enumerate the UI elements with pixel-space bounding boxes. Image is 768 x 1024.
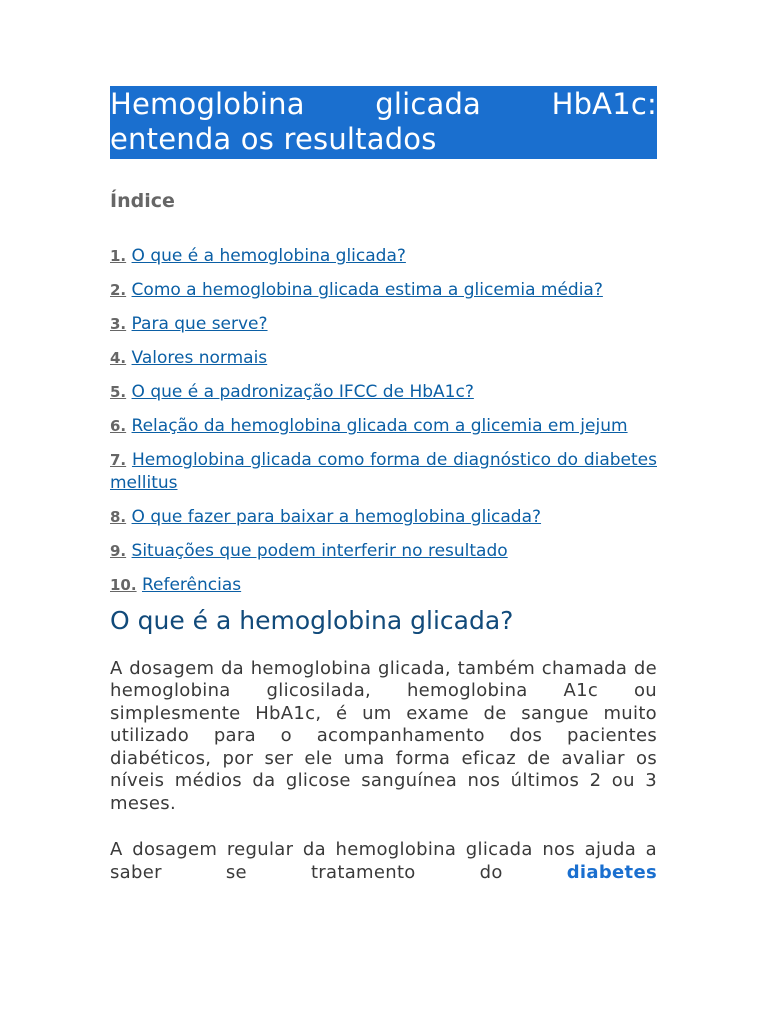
toc-item-7 [110,449,657,495]
toc-link[interactable]: Para que serve? [131,314,268,334]
toc-link[interactable]: Valores normais [131,348,268,368]
toc-link[interactable]: Situações que podem interferir no resultado [131,541,508,561]
toc-link[interactable]: Relação da hemoglobina glicada com a glicemia em jejum [131,416,628,436]
toc-item-10 [110,574,657,597]
table-of-contents [110,245,657,597]
toc-item-5 [110,381,657,404]
toc-link[interactable]: Como a hemoglobina glicada estima a glicemia média? [131,280,603,300]
section-title: O que é a hemoglobina glicada? [110,606,514,635]
intro-paragraph: A dosagem da hemoglobina glicada, também chamada de hemoglobina glicosilada, hemoglobina A1c ou simplesmente HbA1c, é um exame de sangue muito utilizado para o acompanhamento dos pacientes diabéticos, por ser ele uma forma eficaz de avaliar os níveis médios da glicose sanguínea nos últimos 2 ou 3 meses. [110,657,657,814]
toc-item-1 [110,245,657,268]
toc-number: 7. [110,451,127,469]
diabetes-link[interactable]: diabetes [566,861,657,883]
second-paragraph [110,839,657,884]
toc-number: 1. [110,247,127,265]
toc-link[interactable]: Referências [141,575,242,595]
toc-item-8 [110,506,657,529]
index-heading: Índice [110,190,175,212]
toc-number: 6. [110,417,127,435]
toc-number: 2. [110,281,127,299]
toc-number: 5. [110,383,127,401]
toc-item-6 [110,415,657,438]
paragraph-text: A dosagem regular da hemoglobina glicada nos ajuda a saber se tratamento do [110,839,657,883]
toc-link[interactable]: O que fazer para baixar a hemoglobina glicada? [131,507,542,527]
toc-number: 10. [110,576,137,594]
toc-link[interactable]: Hemoglobina glicada como forma de diagnóstico do diabetes mellitus [110,450,657,493]
toc-number: 8. [110,508,127,526]
article-title: Hemoglobina glicada HbA1c: entenda os resultados [110,86,657,159]
toc-number: 3. [110,315,127,333]
toc-number: 4. [110,349,127,367]
article-content [110,86,657,902]
toc-item-9 [110,540,657,563]
toc-item-2 [110,279,657,302]
toc-item-4 [110,347,657,370]
toc-link[interactable]: O que é a padronização IFCC de HbA1c? [131,382,474,402]
toc-item-3 [110,313,657,336]
toc-number: 9. [110,542,127,560]
toc-link[interactable]: O que é a hemoglobina glicada? [131,246,406,266]
